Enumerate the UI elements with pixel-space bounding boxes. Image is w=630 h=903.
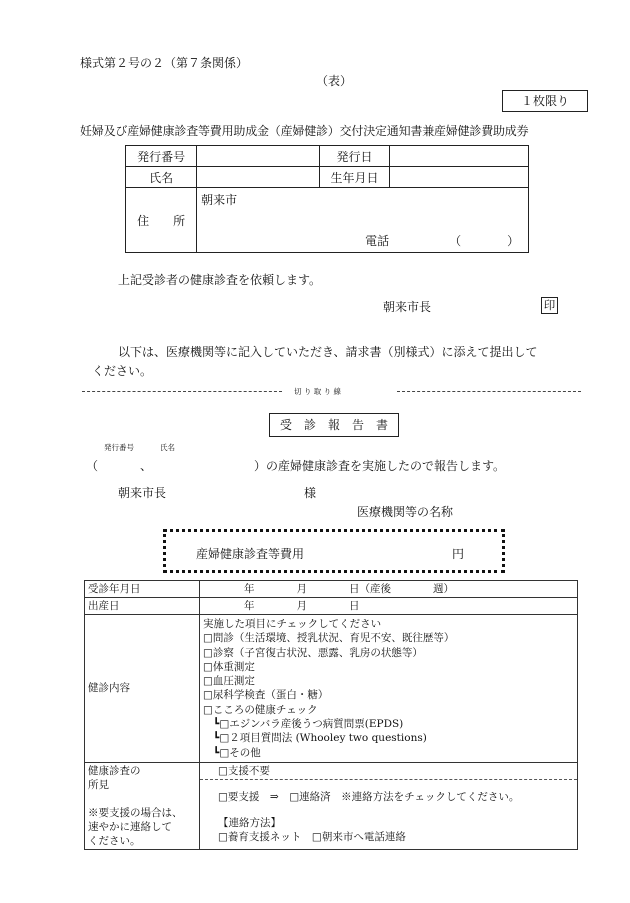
contact-method-options[interactable]: □養育支援ネット □朝来市へ電話連絡 <box>218 830 406 843</box>
fee-box <box>163 529 505 573</box>
visit-date-label: 受診年月日 <box>85 581 200 598</box>
report-sama: 様 <box>304 486 317 500</box>
visit-date-value[interactable]: 年 月 日（産後 週） <box>200 581 578 598</box>
exam-content-label: 健診内容 <box>85 615 200 763</box>
instruction-line-1: 以下は、医療機関等に記入していただき、請求書（別様式）に添えて提出して <box>118 345 538 359</box>
fee-label: 産婦健康診査等費用 <box>196 547 305 561</box>
issue-date-field[interactable] <box>389 146 528 167</box>
address-value: 朝来市 <box>201 193 238 207</box>
report-comma: 、 <box>140 459 153 473</box>
checkbox-whooley[interactable]: ┗□２項目質問法 (Whooley two questions) <box>213 732 427 745</box>
phone-paren-open: （ <box>449 234 462 248</box>
address-label: 住 所 <box>126 188 197 253</box>
checkbox-other[interactable]: ┗□その他 <box>213 746 261 759</box>
limit-badge: １枚限り <box>502 90 588 112</box>
report-paren-open: （ <box>86 459 99 473</box>
document-title: 妊婦及び産婦健康診査等費用助成金（産婦健診）交付決定通知書兼産婦健診費助成券 <box>80 124 529 138</box>
report-title: 受 診 報 告 書 <box>269 413 399 437</box>
phone-label: 電話 <box>365 234 390 248</box>
form-number: 様式第２号の２（第７条関係） <box>80 56 249 70</box>
instruction-line-2: ください。 <box>92 364 153 378</box>
checkbox-mental-health[interactable]: □こころの健康チェック <box>203 703 318 716</box>
birth-date-value[interactable]: 年 月 日 <box>200 598 578 615</box>
small-name: 氏名 <box>160 443 175 452</box>
issue-date-label: 発行日 <box>320 146 389 167</box>
checkbox-blood-pressure[interactable]: □血圧測定 <box>203 675 255 688</box>
findings-note-1: ※要支援の場合は、 <box>88 806 183 819</box>
small-issue-number: 発行番号 <box>104 443 134 452</box>
exam-instruction: 実施した項目にチェックしてください <box>203 618 382 630</box>
exam-content-list <box>200 615 578 763</box>
checkbox-weight[interactable]: □体重測定 <box>203 660 255 673</box>
birth-date-label: 生年月日 <box>320 167 389 188</box>
report-addressee: 朝来市長 <box>118 486 167 500</box>
seal-mark: 印 <box>541 297 558 314</box>
name-field[interactable] <box>197 167 320 188</box>
report-sentence: ）の産婦健康診査を実施したので報告します。 <box>254 459 506 473</box>
issue-number-label: 発行番号 <box>126 146 197 167</box>
checkbox-urine-test[interactable]: □尿科学検査（蛋白・糖） <box>203 689 329 702</box>
checkbox-no-support[interactable]: □支援不要 <box>200 763 577 780</box>
recipient-info-table <box>125 145 529 253</box>
mayor-label: 朝来市長 <box>383 300 432 314</box>
findings-label-cell <box>85 762 200 849</box>
issue-number-field[interactable] <box>197 146 320 167</box>
checkbox-epds[interactable]: ┗□エジンバラ産後うつ病質問票(EPDS) <box>213 718 404 731</box>
phone-paren-close: ） <box>507 234 520 248</box>
findings-label-1: 健康診査の <box>88 764 141 777</box>
institution-label: 医療機関等の名称 <box>357 505 454 519</box>
findings-note-2: 速やかに連絡して <box>88 820 172 833</box>
cut-line-label: 切 り 取 り 線 <box>294 387 342 396</box>
checkbox-interview[interactable]: □問診（生活環境、授乳状況、育児不安、既往歴等） <box>203 632 455 645</box>
birth-date-field[interactable] <box>389 167 528 188</box>
checkbox-need-support[interactable]: □要支援 ⇒ □連絡済 ※連絡方法をチェックしてください。 <box>218 790 520 803</box>
cut-line-right <box>397 391 581 392</box>
exam-result-table <box>84 580 578 850</box>
cut-line-left <box>82 391 282 392</box>
contact-method-label: 【連絡方法】 <box>218 816 281 829</box>
name-label: 氏名 <box>126 167 197 188</box>
request-text: 上記受診者の健康診査を依頼します。 <box>118 273 322 287</box>
findings-label-2: 所見 <box>88 778 109 791</box>
side-label: （表） <box>316 74 353 88</box>
findings-content <box>200 762 578 849</box>
checkbox-examination[interactable]: □診察（子宮復古状況、悪露、乳房の状態等） <box>203 646 423 659</box>
address-field[interactable] <box>197 188 529 253</box>
fee-yen: 円 <box>452 547 465 561</box>
birth-date-label: 出産日 <box>85 598 200 615</box>
findings-note-3: ください。 <box>88 834 141 847</box>
